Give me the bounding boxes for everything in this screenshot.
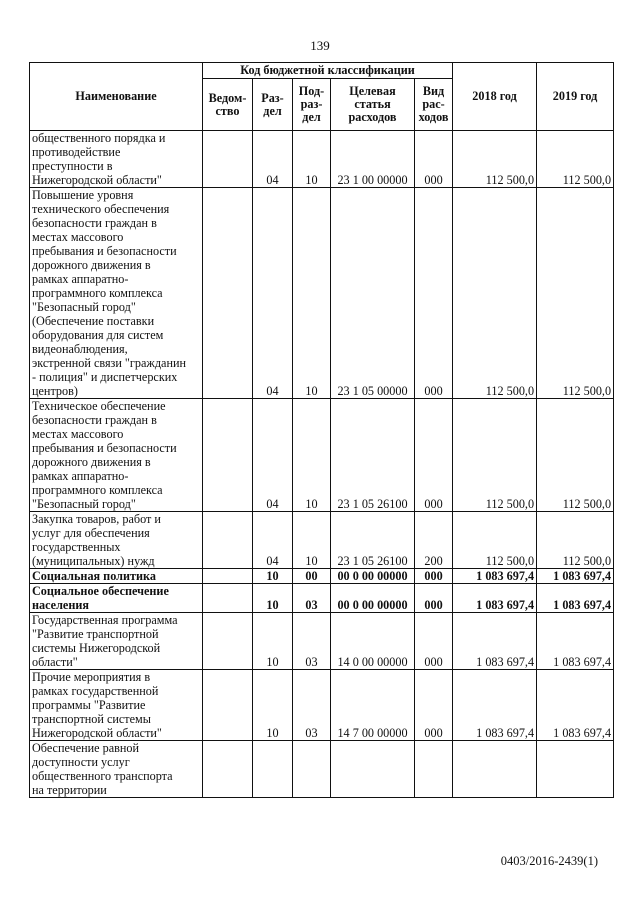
header-target: Целевая статья расходов [331,79,415,131]
row-name: Социальное обеспечение населения [30,584,203,613]
row-dept [203,741,253,798]
header-dept: Ведом- ство [203,79,253,131]
row-name: Повышение уровня технического обеспечения безопасности граждан в местах массового пребывания и безопасности дорожного движения в рамках аппаратно- программного комплекса "Безопасный город" (Обеспечение поставки оборудования для систем видеонаблюдения, экстренной связи "гражданин - полиция" и диспетчерских центров) [30,188,203,399]
row-amount-2018 [453,741,537,798]
row-dept [203,584,253,613]
row-subsection: 10 [293,399,331,512]
row-name: Прочие мероприятия в рамках государственной программы "Развитие транспортной системы Нижегородской области" [30,670,203,741]
row-target: 00 0 00 00000 [331,584,415,613]
document-code: 0403/2016-2439(1) [500,854,598,868]
header-expense-type: Вид рас- ходов [415,79,453,131]
row-target: 23 1 05 26100 [331,512,415,569]
row-section: 04 [253,131,293,188]
table-row [30,512,614,569]
row-amount-2018: 112 500,0 [453,512,537,569]
row-amount-2019 [537,741,614,798]
row-dept [203,188,253,399]
row-dept [203,569,253,584]
row-expense-type: 200 [415,512,453,569]
row-amount-2018: 112 500,0 [453,188,537,399]
row-amount-2018: 1 083 697,4 [453,613,537,670]
header-section: Раз- дел [253,79,293,131]
page-number: 139 [310,38,330,53]
row-amount-2018: 1 083 697,4 [453,584,537,613]
row-section: 10 [253,670,293,741]
row-amount-2018: 1 083 697,4 [453,670,537,741]
header-name: Наименование [30,63,203,131]
row-amount-2019: 1 083 697,4 [537,569,614,584]
table-row [30,569,614,584]
row-subsection: 03 [293,613,331,670]
row-target: 23 1 00 00000 [331,131,415,188]
row-subsection: 10 [293,512,331,569]
row-target [331,741,415,798]
row-amount-2018: 1 083 697,4 [453,569,537,584]
row-expense-type: 000 [415,569,453,584]
row-target: 23 1 05 00000 [331,188,415,399]
row-dept [203,399,253,512]
row-dept [203,670,253,741]
row-dept [203,131,253,188]
row-subsection [293,741,331,798]
row-name: Техническое обеспечение безопасности граждан в местах массового пребывания и безопасности дорожного движения в рамках аппаратно- программного комплекса "Безопасный город" [30,399,203,512]
row-target: 00 0 00 00000 [331,569,415,584]
header-2019: 2019 год [537,63,614,131]
table-header [30,63,614,131]
row-name: общественного порядка и противодействие преступности в Нижегородской области" [30,131,203,188]
row-expense-type: 000 [415,131,453,188]
row-subsection: 10 [293,188,331,399]
row-expense-type: 000 [415,584,453,613]
row-section: 10 [253,613,293,670]
row-amount-2019: 112 500,0 [537,512,614,569]
row-expense-type: 000 [415,670,453,741]
row-amount-2019: 1 083 697,4 [537,670,614,741]
table-body [30,131,614,798]
table-row [30,584,614,613]
row-expense-type [415,741,453,798]
table-row [30,613,614,670]
row-expense-type: 000 [415,399,453,512]
row-section [253,741,293,798]
row-target: 14 0 00 00000 [331,613,415,670]
row-subsection: 03 [293,584,331,613]
row-dept [203,613,253,670]
row-section: 10 [253,584,293,613]
table-row [30,399,614,512]
row-target: 14 7 00 00000 [331,670,415,741]
row-section: 10 [253,569,293,584]
row-amount-2019: 112 500,0 [537,188,614,399]
row-section: 04 [253,188,293,399]
row-subsection: 03 [293,670,331,741]
row-amount-2019: 1 083 697,4 [537,584,614,613]
row-amount-2019: 112 500,0 [537,399,614,512]
table-row [30,670,614,741]
row-name: Закупка товаров, работ и услуг для обеспечения государственных (муниципальных) нужд [30,512,203,569]
table-row [30,188,614,399]
table-row [30,131,614,188]
budget-table [29,62,614,798]
row-section: 04 [253,399,293,512]
row-subsection: 00 [293,569,331,584]
row-target: 23 1 05 26100 [331,399,415,512]
table-row [30,741,614,798]
header-subsection: Под- раз- дел [293,79,331,131]
row-expense-type: 000 [415,188,453,399]
row-name: Государственная программа "Развитие транспортной системы Нижегородской области" [30,613,203,670]
row-amount-2019: 112 500,0 [537,131,614,188]
row-name: Социальная политика [30,569,203,584]
row-amount-2019: 1 083 697,4 [537,613,614,670]
row-name: Обеспечение равной доступности услуг общественного транспорта на территории [30,741,203,798]
row-section: 04 [253,512,293,569]
row-expense-type: 000 [415,613,453,670]
header-budget-classification: Код бюджетной классификации [203,63,453,79]
row-dept [203,512,253,569]
row-subsection: 10 [293,131,331,188]
row-amount-2018: 112 500,0 [453,131,537,188]
header-2018: 2018 год [453,63,537,131]
row-amount-2018: 112 500,0 [453,399,537,512]
